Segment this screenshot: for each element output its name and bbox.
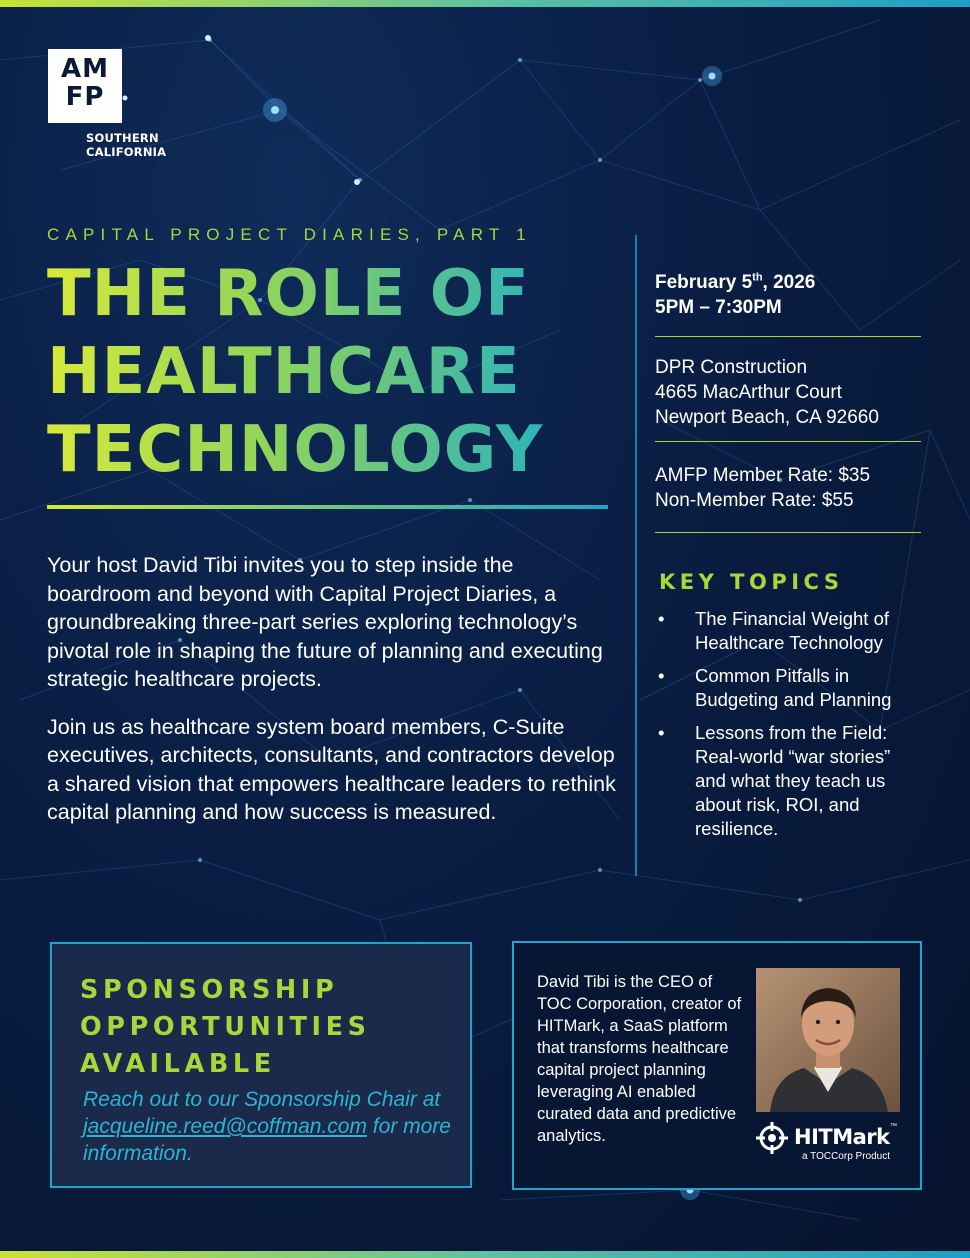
member-rate: AMFP Member Rate: $35 [655, 465, 871, 486]
key-topics-heading: KEY TOPICS [659, 570, 844, 594]
divider-line [655, 441, 921, 442]
event-venue [655, 355, 921, 430]
sponsorship-heading-line-3: AVAILABLE [80, 1049, 276, 1079]
venue-name: DPR Construction [655, 357, 808, 378]
hitmark-tagline: a TOCCorp Product [802, 1151, 891, 1162]
host-box [512, 941, 922, 1190]
hitmark-trademark: ™ [890, 1123, 897, 1130]
event-rates [655, 463, 921, 513]
venue-street: 4665 MacArthur Court [655, 382, 842, 403]
event-date: February 5th, 2026 [655, 271, 816, 293]
logo-region-line-1: SOUTHERN [86, 131, 159, 145]
host-portrait-image [756, 968, 900, 1112]
sponsorship-heading-line-2: OPPORTUNITIES [80, 1012, 371, 1042]
logo-region [86, 131, 166, 159]
series-kicker: CAPITAL PROJECT DIARIES, PART 1 [47, 225, 532, 244]
sponsorship-text-after: for more information. [83, 1115, 451, 1165]
page-title [47, 255, 543, 489]
bullet-icon: • [658, 608, 665, 629]
title-line-2: HEALTHCARE [47, 333, 543, 411]
amfp-logo [48, 49, 122, 123]
intro-text [47, 551, 617, 846]
title-line-1: THE ROLE OF [47, 255, 543, 333]
sponsorship-text [83, 1086, 463, 1167]
column-divider [635, 235, 637, 876]
sponsorship-box [50, 942, 472, 1188]
nonmember-rate: Non-Member Rate: $55 [655, 490, 854, 511]
target-icon [756, 1122, 788, 1154]
list-item [655, 664, 925, 712]
topic-text: Lessons from the Field: Real-world “war stories” and what they teach us about risk, ROI, and resilience. [695, 722, 891, 839]
sponsorship-email-link[interactable]: jacqueline.reed@coffman.com [83, 1115, 367, 1138]
host-bio: David Tibi is the CEO of TOC Corporation, creator of HITMark, a SaaS platform that transforms healthcare capital project planning leveraging AI enabled curated data and predictive analytics. [537, 973, 742, 1145]
topic-text: Common Pitfalls in Budgeting and Planning [695, 665, 892, 710]
sponsorship-heading-line-1: SPONSORSHIP [80, 975, 339, 1005]
intro-paragraph-1: Your host David Tibi invites you to step inside the boardroom and beyond with Capital Project Diaries, a groundbreaking three-part series exploring technology’s pivotal role in shaping the future of planning and executing strategic healthcare projects. [47, 553, 603, 691]
key-topics-list [655, 607, 925, 850]
event-time: 5PM – 7:30PM [655, 297, 782, 318]
sponsorship-text-before: Reach out to our Sponsorship Chair at [83, 1088, 441, 1111]
title-line-3: TECHNOLOGY [47, 413, 544, 487]
hitmark-name: HITMark [794, 1125, 890, 1149]
list-item [655, 607, 925, 655]
venue-city: Newport Beach, CA 92660 [655, 407, 879, 428]
bottom-accent-bar [0, 1251, 970, 1258]
intro-paragraph-2: Join us as healthcare system board members, C-Suite executives, architects, consultants, and contractors develop a shared vision that empowers healthcare leaders to rethink capital planning and how success is measured. [47, 714, 616, 824]
bullet-icon: • [658, 722, 665, 743]
top-accent-bar [0, 0, 970, 7]
logo-mark [48, 55, 122, 111]
topic-text: The Financial Weight of Healthcare Technology [695, 608, 890, 653]
title-underline [47, 505, 608, 509]
logo-line-2: FP [65, 82, 105, 112]
list-item [655, 721, 925, 841]
logo-region-line-2: CALIFORNIA [86, 145, 167, 159]
host-photo [756, 968, 900, 1112]
bullet-icon: • [658, 665, 665, 686]
hitmark-logo [756, 1119, 901, 1167]
logo-line-1: AM [61, 54, 109, 84]
divider-line [655, 532, 921, 533]
divider-line [655, 336, 921, 337]
sponsorship-heading [80, 972, 371, 1083]
event-datetime [655, 270, 921, 320]
